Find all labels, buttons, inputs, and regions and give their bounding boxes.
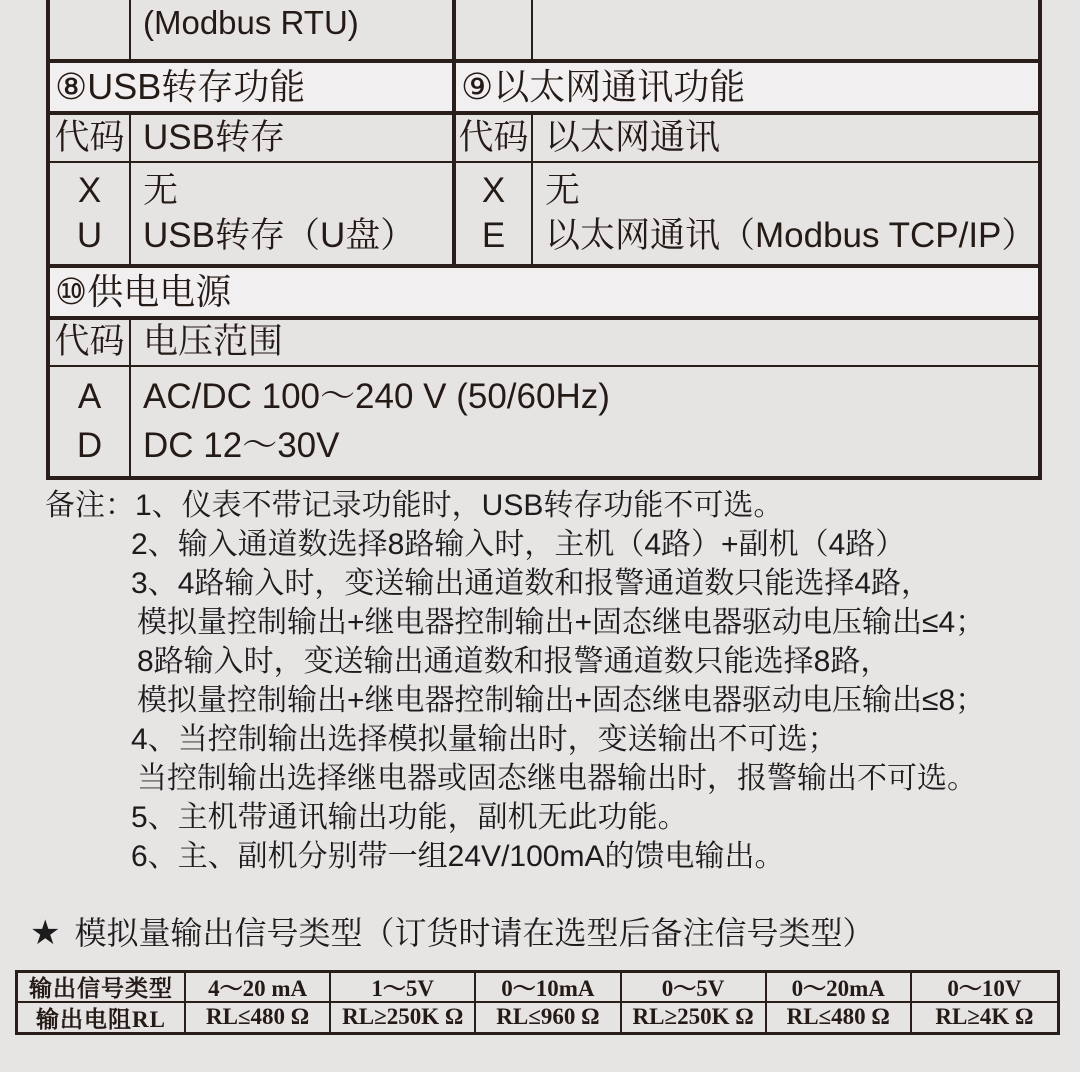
usb-code-x: X [77,171,102,211]
ethernet-desc-none: 无 [545,171,581,211]
note-text: 8路输入时，变送输出通道数和报警通道数只能选择8路， [137,645,891,678]
power-desc-header: 电压范围 [131,320,1038,367]
ethernet-code-x: X [481,171,506,211]
note-line [45,720,985,759]
usb-code-header: 代码 [50,115,131,163]
selection-table [46,0,1042,480]
usb-option-descs [131,163,456,268]
partial-row-code-cell-right [456,0,533,63]
note-text: 当控制输出选择模拟量输出时，变送输出不可选； [177,723,838,756]
resistance-cell: RL≤480 Ω [767,1003,912,1033]
usb-desc-udisk: USB转存（U盘） [143,215,416,255]
usb-code-u: U [76,215,103,255]
partial-row-desc-cell-right [533,0,1038,63]
note-text: 主机带通讯输出功能，副机无此功能。 [177,801,688,834]
notes-label: 备注： [45,489,135,522]
resistance-cell: RL≤480 Ω [186,1003,331,1033]
signal-type-cell: 0～5V [622,973,767,1003]
note-line [45,642,985,681]
note-text: 仪表不带记录功能时，USB转存功能不可选。 [181,489,784,522]
note-line [45,798,985,837]
power-code-d: D [76,425,103,465]
power-desc-dc: DC 12～30V [143,425,340,465]
power-code-a: A [77,377,102,417]
note-line [45,564,985,603]
note-line [45,759,985,798]
note-number: 3、 [131,567,178,600]
note-text: 4路输入时，变送输出通道数和报警通道数只能选择4路， [177,567,932,600]
star-icon: ★ [30,914,61,952]
power-option-codes [50,367,131,476]
note-number: 1、 [135,489,182,522]
signal-type-row-header: 输出信号类型 [18,973,186,1003]
ethernet-desc-header: 以太网通讯 [533,115,1038,163]
notes-block [45,486,985,876]
partial-row-desc-cell: (Modbus RTU) [131,0,456,63]
ethernet-option-descs [533,163,1038,268]
note-line [45,681,985,720]
signal-type-cell: 0～20mA [767,973,912,1003]
signal-type-cell: 1～5V [331,973,476,1003]
note-text: 输入通道数选择8路输入时，主机（4路）+副机（4路） [177,528,906,561]
resistance-cell: RL≤960 Ω [476,1003,621,1033]
note-text: 主、副机分别带一组24V/100mA的馈电输出。 [177,840,785,873]
note-line [45,603,985,642]
power-option-descs [131,367,1038,476]
usb-desc-header: USB转存 [131,115,456,163]
resistance-cell: RL≥4K Ω [935,1004,1034,1030]
note-number: 5、 [131,801,178,834]
ethernet-desc-tcpip: 以太网通讯（Modbus TCP/IP） [545,215,1037,255]
ethernet-code-e: E [481,215,506,255]
ethernet-option-codes [456,163,533,268]
section-title-usb: ⑧USB转存功能 [50,63,456,115]
analog-signal-table [15,970,1060,1035]
usb-desc-none: 无 [143,171,179,211]
note-text: 模拟量控制输出+继电器控制输出+固态继电器驱动电压输出≤8； [137,684,986,717]
analog-heading-text: 模拟量输出信号类型（订货时请在选型后备注信号类型） [74,915,875,951]
section-title-ethernet: ⑨以太网通讯功能 [456,63,1038,115]
resistance-row-header: 输出电阻RL [18,1003,186,1033]
signal-type-cell: 0～10V [912,973,1057,1003]
note-number: 6、 [131,840,178,873]
note-number: 2、 [131,528,178,561]
note-line [45,837,985,876]
note-text: 模拟量控制输出+继电器控制输出+固态继电器驱动电压输出≤4； [137,606,986,639]
section-title-power: ⑩供电电源 [50,268,1038,320]
note-line [45,525,985,564]
signal-type-cell: 4～20 mA [186,973,331,1003]
note-number: 4、 [131,723,178,756]
note-text: 当控制输出选择继电器或固态继电器输出时，报警输出不可选。 [137,762,977,795]
analog-output-heading [30,908,875,954]
note-line [45,486,985,525]
resistance-cell: RL≥250K Ω [331,1003,476,1033]
signal-type-cell: 0～10mA [476,973,621,1003]
resistance-cell: RL≥250K Ω [622,1003,767,1033]
usb-option-codes [50,163,131,268]
ethernet-code-header: 代码 [456,115,533,163]
power-desc-ac: AC/DC 100～240 V (50/60Hz) [143,377,610,417]
partial-row-code-cell [50,0,131,63]
power-code-header: 代码 [50,320,131,367]
